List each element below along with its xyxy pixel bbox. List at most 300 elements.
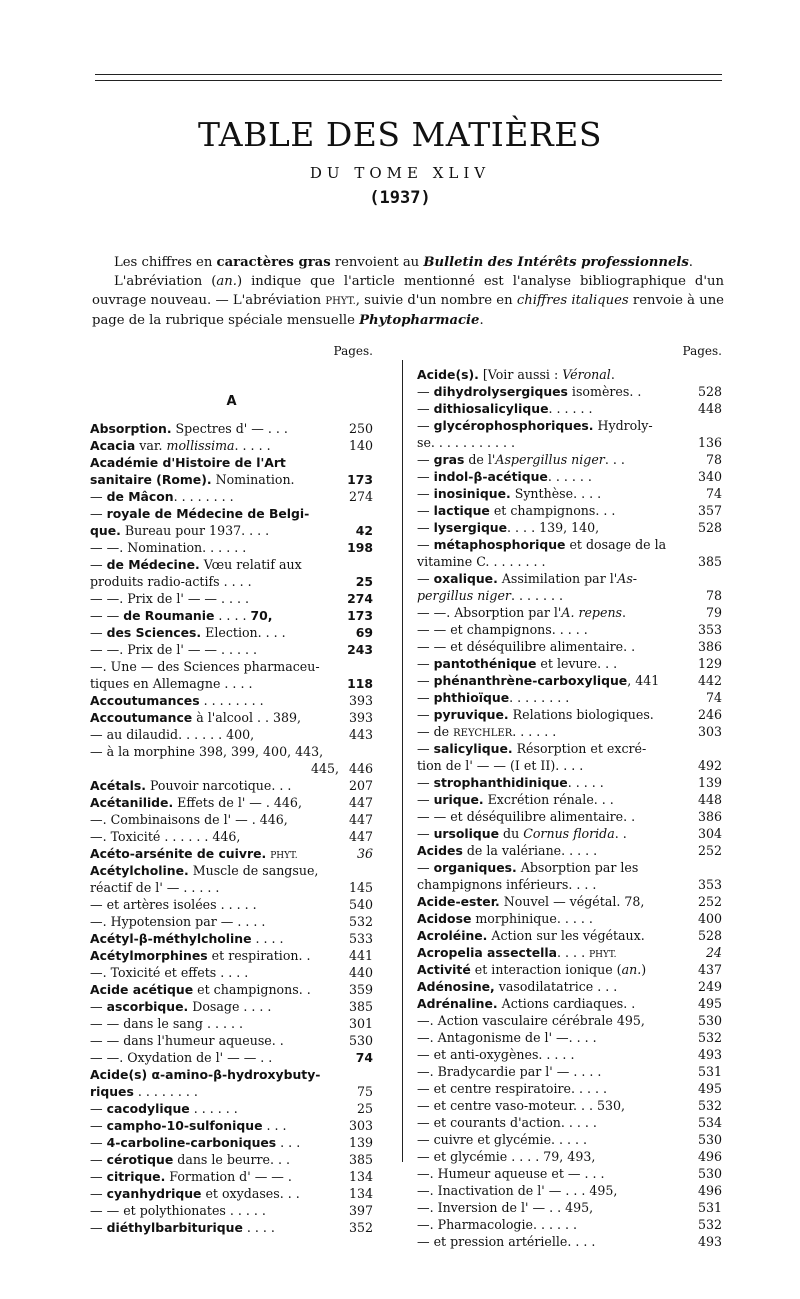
index-entry	[90, 1049, 373, 1066]
index-entry	[417, 536, 722, 553]
index-entry	[90, 879, 373, 896]
index-entry	[417, 638, 722, 655]
entry-text: — 4-carboline-carboniques . . .	[90, 1135, 301, 1150]
entry-page: 250	[348, 421, 373, 436]
entry-text: Adénosine, vasodilatatrice . . .	[417, 979, 618, 994]
index-entry	[90, 1083, 373, 1100]
entry-text: tion de l' — — (I et II). . . .	[417, 758, 584, 773]
entry-text: — de Mâcon. . . . . . . .	[90, 489, 234, 504]
entry-text: tiques en Allemagne . . . .	[90, 676, 253, 691]
entry-text: champignons inférieurs. . . .	[417, 877, 597, 892]
index-entry	[90, 913, 373, 930]
entry-page: 74	[355, 1050, 373, 1065]
index-entry	[90, 539, 373, 556]
entry-text: — des Sciences. Election. . . .	[90, 625, 286, 640]
index-entry	[90, 930, 373, 947]
entry-page: 447	[348, 829, 373, 844]
entry-page: 400	[697, 911, 722, 926]
entry-text: — et anti-oxygènes. . . . .	[417, 1047, 575, 1062]
index-entry	[417, 1097, 722, 1114]
entry-page: 532	[697, 1098, 722, 1113]
index-entry	[90, 607, 373, 624]
entry-text: Acacia var. mollissima. . . . .	[90, 438, 271, 453]
entry-text: — dihydrolysergiques isomères. .	[417, 384, 642, 399]
intro-paragraph: Les chiffres en caractères gras renvoient au Bulletin des Intérêts professionnels. L'abréviation (an.) indique que l'article mentionné est l'analyse bibliographique d'un ouvrage nouveau. — L'abréviation PHYT., suivie d'un nombre en chiffres italiques renvoie à une page de la rubrique spéciale mensuelle Phytopharmacie.	[92, 255, 724, 328]
entry-text: vitamine C. . . . . . . .	[417, 554, 546, 569]
index-entry	[417, 604, 722, 621]
index-entry	[90, 964, 373, 981]
entry-page: 246	[697, 707, 722, 722]
entry-page: 24	[705, 945, 722, 960]
entry-text: — de Médecine. Vœu relatif aux	[90, 557, 302, 572]
index-entry	[417, 723, 722, 740]
entry-page: 69	[355, 625, 373, 640]
index-entry	[417, 655, 722, 672]
index-entry	[417, 400, 722, 417]
index-entry	[90, 794, 373, 811]
entry-text: — campho-10-sulfonique . . .	[90, 1118, 287, 1133]
index-entry	[417, 672, 722, 689]
index-entry	[417, 1199, 722, 1216]
entry-text: — — de Roumanie . . . . 70,	[90, 608, 273, 623]
entry-text: — cacodylique . . . . . .	[90, 1101, 238, 1116]
index-entry	[90, 1219, 373, 1236]
entry-text: Acroléine. Action sur les végétaux.	[417, 928, 645, 943]
entry-text: sanitaire (Rome). Nomination.	[90, 472, 295, 487]
entry-text: Acide-ester. Nouvel — végétal. 78,	[417, 894, 645, 909]
entry-text: — et glycémie . . . . 79, 493,	[417, 1149, 596, 1164]
entry-page: 437	[697, 962, 722, 977]
entry-page: 495	[697, 1081, 722, 1096]
index-entry	[90, 760, 373, 777]
entry-text: Académie d'Histoire de l'Art	[90, 455, 286, 470]
index-entry	[417, 502, 722, 519]
entry-text: — et artères isolées . . . . .	[90, 897, 257, 912]
entry-page: 493	[697, 1234, 722, 1249]
entry-page: 118	[347, 676, 373, 691]
entry-page: 252	[697, 843, 722, 858]
entry-page: 352	[348, 1220, 373, 1235]
entry-text: — indol-β-acétique. . . . . .	[417, 469, 592, 484]
entry-page: 440	[348, 965, 373, 980]
entry-page: 530	[697, 1013, 722, 1028]
entry-text: — pantothénique et levure. . .	[417, 656, 618, 671]
index-entry	[417, 842, 722, 859]
entry-text: — pyruvique. Relations biologiques.	[417, 707, 654, 722]
entry-text: Acropelia assectella. . . . PHYT.	[417, 945, 617, 960]
index-entry	[417, 1233, 722, 1250]
entry-page: 274	[348, 489, 373, 504]
entry-text: — inosinique. Synthèse. . . .	[417, 486, 602, 501]
index-entry	[90, 522, 373, 539]
entry-page: 74	[705, 690, 722, 705]
entry-page: 532	[697, 1217, 722, 1232]
section-letter: A	[226, 394, 237, 409]
entry-text: — cuivre et glycémie. . . . .	[417, 1132, 588, 1147]
index-entry	[417, 417, 722, 434]
index-entry	[417, 1182, 722, 1199]
index-entry	[417, 1029, 722, 1046]
index-entry	[90, 1168, 373, 1185]
index-entry	[90, 641, 373, 658]
entry-page: 397	[348, 1203, 373, 1218]
entry-page: 173	[347, 608, 373, 623]
entry-page: 385	[348, 999, 373, 1014]
index-entry	[90, 1066, 373, 1083]
entry-text: Accoutumance à l'alcool . . 389,	[90, 710, 302, 725]
index-entry	[417, 1063, 722, 1080]
entry-page: 496	[697, 1149, 722, 1164]
index-entry	[90, 947, 373, 964]
index-entry	[90, 488, 373, 505]
entry-page: 393	[348, 693, 373, 708]
entry-page: 252	[697, 894, 722, 909]
entry-page	[688, 740, 722, 757]
entry-page	[688, 536, 722, 553]
index-entry	[90, 505, 373, 522]
index-entry	[90, 811, 373, 828]
entry-page: 533	[348, 931, 373, 946]
index-entry	[417, 570, 722, 587]
entry-text: — —. Prix de l' — — . . . . .	[90, 642, 258, 657]
pages-header-right: Pages.	[682, 344, 722, 358]
entry-page: 493	[697, 1047, 722, 1062]
entry-text: Acétylmorphines et respiration. .	[90, 948, 311, 963]
entry-page	[339, 556, 373, 573]
entry-page: 75	[356, 1084, 373, 1099]
index-entry	[90, 692, 373, 709]
entry-text: — lysergique. . . . 139, 140,	[417, 520, 600, 535]
index-entry	[417, 1012, 722, 1029]
entry-page: 448	[697, 401, 722, 416]
entry-text: Acide acétique et champignons. .	[90, 982, 311, 997]
index-entry	[417, 859, 722, 876]
entry-page: 198	[347, 540, 373, 555]
entry-text: —. Bradycardie par l' — . . . .	[417, 1064, 602, 1079]
entry-text: — à la morphine 398, 399, 400, 443,	[90, 744, 324, 759]
index-entry	[90, 845, 373, 862]
entry-page: 443	[348, 727, 373, 742]
entry-text: —. Antagonisme de l' —. . . .	[417, 1030, 597, 1045]
index-entry	[90, 471, 373, 488]
entry-text: Acide(s). [Voir aussi : Véronal.	[417, 367, 615, 382]
entry-page: 393	[348, 710, 373, 725]
entry-text: — de REYCHLER. . . . . .	[417, 724, 557, 739]
index-entry	[90, 777, 373, 794]
entry-page: 448	[697, 792, 722, 807]
entry-text: — — et déséquilibre alimentaire. .	[417, 809, 636, 824]
entry-page: 42	[355, 523, 373, 538]
top-rule-1	[95, 74, 722, 75]
index-entry	[417, 553, 722, 570]
entry-text: Acétanilide. Effets de l' — . 446,	[90, 795, 302, 810]
index-entry	[90, 828, 373, 845]
entry-text: — ursolique du Cornus florida. .	[417, 826, 627, 841]
entry-text: Acétyl-β-méthylcholine . . . .	[90, 931, 284, 946]
entry-page: 447	[348, 812, 373, 827]
index-entry	[417, 961, 722, 978]
entry-text: — lactique et champignons. . .	[417, 503, 616, 518]
index-entry	[90, 981, 373, 998]
index-entry	[90, 675, 373, 692]
entry-page: 532	[348, 914, 373, 929]
entry-text: —. Une — des Sciences pharmaceu-	[90, 659, 320, 674]
entry-page: 78	[705, 588, 722, 603]
index-entry	[417, 706, 722, 723]
entry-page	[339, 743, 373, 760]
index-entry	[417, 383, 722, 400]
entry-text: —. Hypotension par — . . . .	[90, 914, 266, 929]
entry-page: 441	[348, 948, 373, 963]
entry-page: 492	[697, 758, 722, 773]
entry-page: 528	[697, 928, 722, 943]
entry-list-right	[417, 366, 722, 1250]
entry-text: Acétals. Pouvoir narcotique. . .	[90, 778, 292, 793]
index-entry	[417, 1114, 722, 1131]
entry-page: 25	[355, 574, 373, 589]
index-entry	[90, 1100, 373, 1117]
index-entry	[417, 366, 722, 383]
index-entry	[90, 743, 373, 760]
index-entry	[90, 998, 373, 1015]
index-entry	[417, 1046, 722, 1063]
index-entry	[417, 808, 722, 825]
index-entry	[417, 519, 722, 536]
pages-header-left: Pages.	[333, 344, 373, 358]
entry-text: Accoutumances . . . . . . . .	[90, 693, 264, 708]
entry-page: 79	[705, 605, 722, 620]
entry-text: —. Inversion de l' — . . 495,	[417, 1200, 594, 1215]
entry-page	[339, 454, 373, 471]
entry-text: — et pression artérielle. . . .	[417, 1234, 596, 1249]
entry-page: 173	[347, 472, 373, 487]
entry-text: — métaphosphorique et dosage de la	[417, 537, 667, 552]
index-entry	[90, 1134, 373, 1151]
index-entry	[417, 485, 722, 502]
index-entry	[90, 862, 373, 879]
index-entry	[417, 689, 722, 706]
index-entry	[417, 451, 722, 468]
entry-page: 528	[697, 520, 722, 535]
entry-page: 353	[697, 877, 722, 892]
entry-text: Adrénaline. Actions cardiaques. .	[417, 996, 636, 1011]
index-entry	[417, 621, 722, 638]
entry-page: 134	[348, 1186, 373, 1201]
entry-text: —. Toxicité et effets . . . .	[90, 965, 249, 980]
entry-text: — cyanhydrique et oxydases. . .	[90, 1186, 300, 1201]
entry-page: 495	[697, 996, 722, 1011]
entry-page: 25	[356, 1101, 373, 1116]
entry-text: — ascorbique. Dosage . . . .	[90, 999, 272, 1014]
entry-text: — —. Absorption par l'A. repens.	[417, 605, 627, 620]
entry-page: 140	[348, 438, 373, 453]
index-entry	[90, 726, 373, 743]
entry-page: 340	[697, 469, 722, 484]
entry-page: 531	[697, 1064, 722, 1079]
index-entry	[417, 1148, 722, 1165]
page-title: TABLE DES MATIÈRES	[198, 115, 602, 154]
entry-text: — —. Oxydation de l' — — . .	[90, 1050, 273, 1065]
index-entry	[90, 454, 373, 471]
index-entry	[90, 1185, 373, 1202]
index-entry	[417, 876, 722, 893]
entry-page: 36	[356, 846, 373, 861]
entry-page: 353	[697, 622, 722, 637]
entry-page: 74	[705, 486, 722, 501]
index-entry	[417, 740, 722, 757]
entry-text: Acides de la valériane. . . . .	[417, 843, 598, 858]
entry-text: — cérotique dans le beurre. . .	[90, 1152, 291, 1167]
entry-text: — gras de l'Aspergillus niger. . .	[417, 452, 625, 467]
index-entry	[417, 910, 722, 927]
entry-page: 532	[697, 1030, 722, 1045]
index-entry	[90, 437, 373, 454]
index-entry	[417, 893, 722, 910]
entry-page: 447	[348, 795, 373, 810]
entry-page: 274	[347, 591, 373, 606]
entry-page: 303	[348, 1118, 373, 1133]
entry-text: —. Humeur aqueuse et — . . .	[417, 1166, 605, 1181]
entry-text: — et centre respiratoire. . . . .	[417, 1081, 607, 1096]
entry-page: 359	[348, 982, 373, 997]
index-entry	[90, 420, 373, 437]
entry-text: — glycérophosphoriques. Hydroly-	[417, 418, 653, 433]
entry-text: — — et champignons. . . . .	[417, 622, 588, 637]
entry-page: 531	[697, 1200, 722, 1215]
entry-page: 139	[697, 775, 722, 790]
index-entry	[417, 944, 722, 961]
entry-text: — —. Nomination. . . . . .	[90, 540, 247, 555]
index-entry	[90, 556, 373, 573]
index-entry	[417, 434, 722, 451]
index-entry	[417, 791, 722, 808]
entry-page: 530	[697, 1166, 722, 1181]
index-entry	[90, 896, 373, 913]
entry-page	[339, 1066, 373, 1083]
index-entry	[90, 1117, 373, 1134]
entry-text: —. Pharmacologie. . . . . .	[417, 1217, 577, 1232]
entry-text: — — dans l'humeur aqueuse. .	[90, 1033, 284, 1048]
index-entry	[417, 1131, 722, 1148]
entry-page: 136	[697, 435, 722, 450]
entry-page: 496	[697, 1183, 722, 1198]
entry-page: 129	[697, 656, 722, 671]
entry-text: pergillus niger. . . . . . .	[417, 588, 563, 603]
entry-page: 386	[697, 639, 722, 654]
index-column-right	[417, 344, 722, 1250]
entry-page: 442	[697, 673, 722, 688]
volume-subtitle: DU TOME XLIV	[309, 164, 491, 182]
entry-text: — au dilaudid. . . . . . 400,	[90, 727, 255, 742]
index-entry	[417, 927, 722, 944]
entry-text: —. Toxicité . . . . . . 446,	[90, 829, 241, 844]
entry-page: 78	[705, 452, 722, 467]
entry-text: —. Action vasculaire cérébrale 495,	[417, 1013, 645, 1028]
entry-page: 530	[697, 1132, 722, 1147]
entry-page: 530	[348, 1033, 373, 1048]
entry-text: — et courants d'action. . . . .	[417, 1115, 597, 1130]
entry-text: Acide(s) α-amino-β-hydroxybuty-	[90, 1067, 321, 1082]
year: (1937)	[369, 188, 431, 208]
entry-text: Acidose morphinique. . . . .	[417, 911, 593, 926]
index-entry	[417, 587, 722, 604]
entry-page	[339, 862, 373, 879]
index-entry	[417, 995, 722, 1012]
entry-text: réactif de l' — . . . . .	[90, 880, 220, 895]
index-entry	[417, 757, 722, 774]
entry-text: — salicylique. Résorption et excré-	[417, 741, 647, 756]
entry-text: —. Combinaisons de l' — . 446,	[90, 812, 288, 827]
entry-text: —. Inactivation de l' — . . . 495,	[417, 1183, 618, 1198]
index-entry	[90, 709, 373, 726]
entry-text: — — dans le sang . . . . .	[90, 1016, 244, 1031]
index-entry	[90, 1202, 373, 1219]
entry-text: — urique. Excrétion rénale. . .	[417, 792, 614, 807]
entry-text: 445,	[310, 761, 339, 776]
index-entry	[417, 1216, 722, 1233]
entry-page: 534	[697, 1115, 722, 1130]
entry-text: — —. Prix de l' — — . . . .	[90, 591, 250, 606]
entry-page: 385	[348, 1152, 373, 1167]
entry-text: — citrique. Formation d' — — .	[90, 1169, 292, 1184]
entry-page: 446	[348, 761, 373, 776]
index-entry	[90, 590, 373, 607]
entry-text: riques . . . . . . . .	[90, 1084, 198, 1099]
entry-page: 139	[348, 1135, 373, 1150]
column-divider	[402, 360, 403, 1162]
entry-page: 528	[697, 384, 722, 399]
entry-text: — phénanthrène-carboxylique, 441	[417, 673, 660, 688]
entry-text: — oxalique. Assimilation par l'As-	[417, 571, 638, 586]
index-entry	[90, 1015, 373, 1032]
entry-page	[339, 658, 373, 675]
entry-text: produits radio-actifs . . . .	[90, 574, 252, 589]
entry-text: — dithiosalicylique. . . . . .	[417, 401, 593, 416]
entry-text: — — et polythionates . . . . .	[90, 1203, 266, 1218]
entry-text: Activité et interaction ionique (an.)	[417, 962, 647, 977]
index-entry	[417, 978, 722, 995]
index-entry	[417, 1080, 722, 1097]
entry-text: — phthioïque. . . . . . . .	[417, 690, 570, 705]
entry-text: — strophanthidinique. . . . .	[417, 775, 604, 790]
entry-page: 386	[697, 809, 722, 824]
index-entry	[90, 1032, 373, 1049]
entry-text: Absorption. Spectres d' — . . .	[90, 421, 288, 436]
entry-page: 243	[347, 642, 373, 657]
index-entry	[417, 825, 722, 842]
entry-text: — et centre vaso-moteur. . . 530,	[417, 1098, 626, 1113]
entry-page	[688, 570, 722, 587]
index-entry	[90, 658, 373, 675]
index-entry	[417, 1165, 722, 1182]
entry-text: — royale de Médecine de Belgi-	[90, 506, 310, 521]
entry-text: — — et déséquilibre alimentaire. .	[417, 639, 636, 654]
entry-list-left	[90, 420, 373, 1236]
entry-page: 385	[697, 554, 722, 569]
entry-page	[688, 366, 722, 383]
index-entry	[90, 573, 373, 590]
index-entry	[417, 468, 722, 485]
entry-text: — diéthylbarbiturique . . . .	[90, 1220, 275, 1235]
index-entry	[90, 1151, 373, 1168]
entry-page	[339, 505, 373, 522]
entry-page: 145	[348, 880, 373, 895]
entry-page: 540	[348, 897, 373, 912]
index-entry	[90, 624, 373, 641]
entry-page: 134	[348, 1169, 373, 1184]
entry-text: Acéto-arsénite de cuivre. PHYT.	[90, 846, 298, 861]
entry-text: Acétylcholine. Muscle de sangsue,	[90, 863, 319, 878]
